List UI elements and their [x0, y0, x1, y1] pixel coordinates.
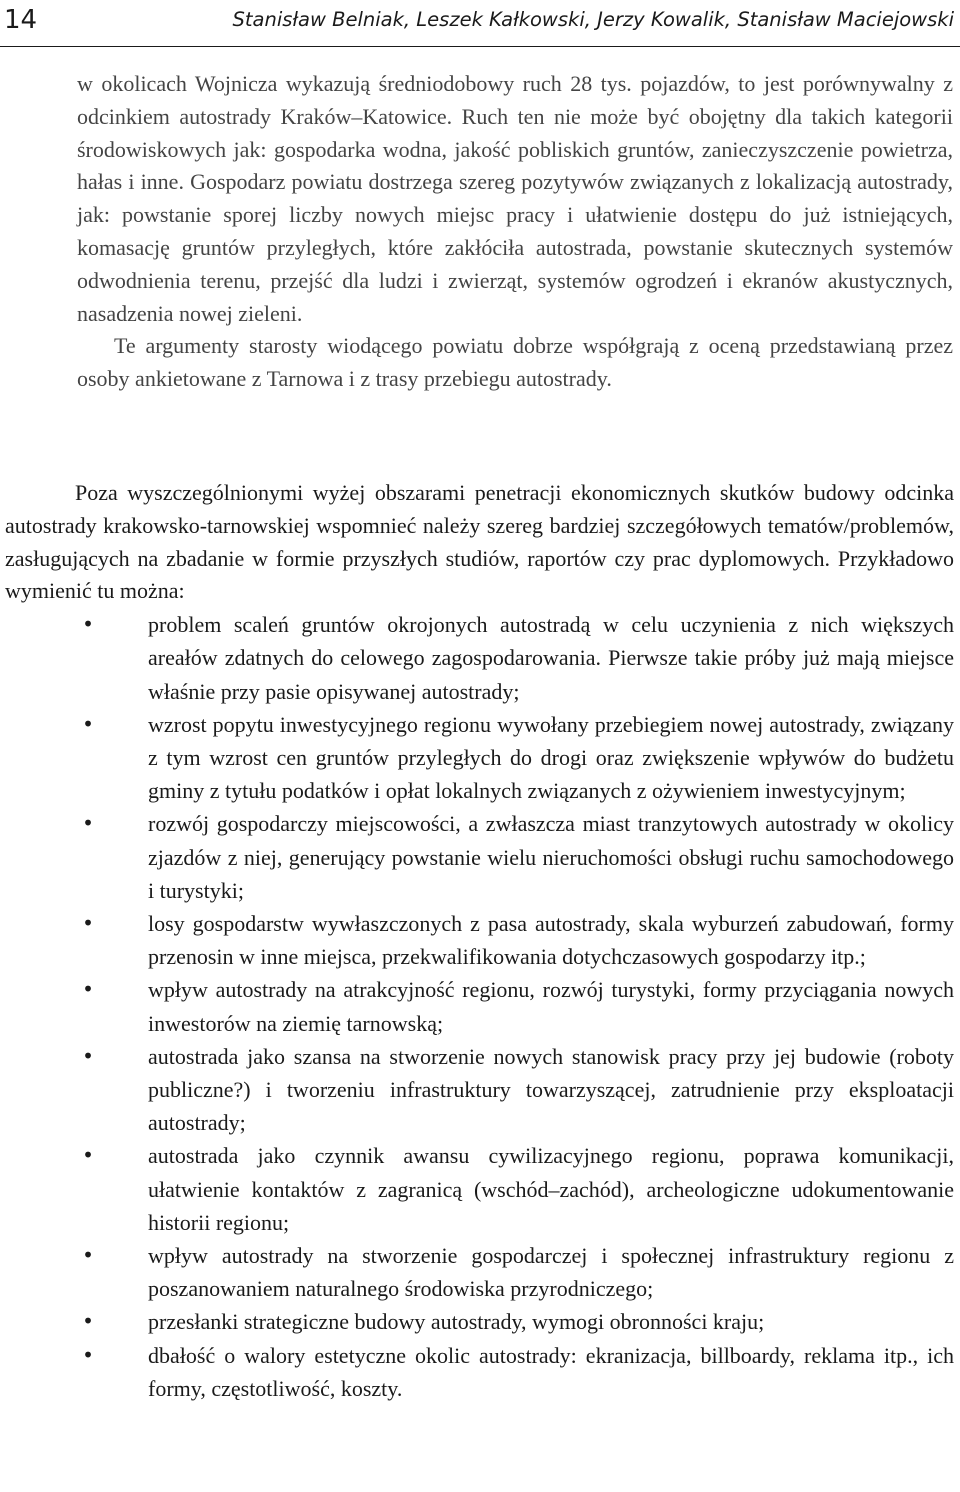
list-item-text: losy gospodarstw wywłaszczonych z pasa autostrady, skala wyburzeń zabudowań, formy przenosin w inne miejsca, przekwalifikowania dotychczasowych gospodarzy itp.; — [148, 911, 954, 970]
list-item — [5, 708, 954, 808]
list-item — [5, 608, 954, 708]
paragraph: w okolicach Wojnicza wykazują średniodobowy ruch 28 tys. pojazdów, to jest porównywalny z odcinkiem autostrady Kraków–Katowice. Ruch ten nie może być obojętny dla takich kategorii środowiskowych jak: gospodarka wodna, jakość pobliskich gruntów, zanieczyszczenie powietrza, hałas i inne. Gospodarz powiatu dostrzega szereg pozytywów związanych z lokalizacją autostrady, jak: powstanie sporej liczby nowych miejsc pracy i ułatwienie dostępu do już istniejących, komasację gruntów przyległych, które zakłóciła autostrada, powstanie skutecznych systemów odwodnienia terenu, przejść dla ludzi i zwierząt, systemów ogrodzeń i ekranów akustycznych, nasadzenia nowej zieleni. — [77, 71, 953, 326]
list-item-text: wzrost popytu inwestycyjnego regionu wywołany przebiegiem nowej autostrady, związany z tym wzrost cen gruntów przyległych do drogi oraz zwiększenie wpływów do budżetu gminy z tytułu podatków i opłat lokalnych związanych z ożywieniem inwestycyjnym; — [148, 711, 954, 804]
list-item — [5, 1239, 954, 1305]
bullet-icon: • — [82, 811, 94, 836]
bullet-icon: • — [82, 1143, 94, 1168]
bullet-icon: • — [82, 977, 94, 1002]
section-main-text — [5, 477, 954, 1405]
list-item-text: autostrada jako szansa na stworzenie nowych stanowisk pracy przy jej budowie (roboty publiczne?) i tworzeniu infrastruktury towarzyszącej, zatrudnienie przy eksploatacji autostrady; — [148, 1043, 954, 1136]
list-item-text: autostrada jako czynnik awansu cywilizacyjnego regionu, poprawa komunikacji, ułatwienie kontaktów z zagranicą (wschód–zachód), archeologiczne udokumentowanie historii regionu; — [148, 1143, 954, 1235]
list-item — [5, 1139, 954, 1239]
list-item — [5, 907, 954, 973]
page-number: 14 — [4, 5, 38, 35]
list-item — [5, 973, 954, 1039]
list-item-text: przesłanki strategiczne budowy autostrady, wymogi obronności kraju; — [148, 1309, 765, 1335]
bullet-icon: • — [82, 1043, 94, 1068]
list-item-text: dbałość o walory estetyczne okolic autostrady: ekranizacja, billboardy, reklama itp., ich formy, częstotliwość, koszty. — [148, 1342, 954, 1401]
list-item-text: wpływ autostrady na atrakcyjność regionu, rozwój turystyki, formy przyciągania nowych inwestorów na ziemię tarnowską; — [148, 977, 954, 1036]
bullet-icon: • — [82, 612, 94, 637]
bullet-icon: • — [82, 911, 94, 936]
bullet-icon: • — [82, 1309, 94, 1334]
list-item-text: rozwój gospodarczy miejscowości, a zwłaszcza miast tranzytowych autostrady w okolicy zjazdów z niej, generujący powstanie wielu nieruchomości obsługi ruchu samochodowego i turystyki; — [148, 811, 954, 903]
paragraph: Poza wyszczególnionymi wyżej obszarami penetracji ekonomicznych skutków budowy odcinka autostrady krakowsko-tarnowskiej wspomnieć należy szereg bardziej szczegółowych tematów/problemów, zasługujących na zbadanie w formie przyszłych studiów, raportów czy prac dyplomowych. Przykładowo wymienić tu można: — [5, 480, 954, 604]
list-item-text: problem scaleń gruntów okrojonych autostradą w celu uczynienia z nich większych areałów zdatnych do celowego zagospodarowania. Pierwsze takie próby już mają miejsce właśnie przy pasie opisywanej autostrady; — [148, 612, 954, 704]
paragraph: Te argumenty starosty wiodącego powiatu dobrze współgrają z oceną przedstawianą przez osoby ankietowane z Tarnowa i z trasy przebiegu autostrady. — [77, 333, 953, 392]
list-item — [5, 807, 954, 907]
bullet-icon: • — [82, 711, 94, 736]
bullet-icon: • — [82, 1243, 94, 1268]
topics-list — [5, 608, 954, 1405]
list-item — [5, 1040, 954, 1140]
list-item — [5, 1339, 954, 1405]
list-item — [5, 1305, 954, 1338]
list-item-text: wpływ autostrady na stworzenie gospodarczej i społecznej infrastruktury regionu z poszanowaniem naturalnego środowiska przyrodniczego; — [148, 1243, 954, 1302]
bullet-icon: • — [82, 1342, 94, 1367]
running-header-authors: Stanisław Belniak, Leszek Kałkowski, Jerzy Kowalik, Stanisław Maciejowski — [232, 8, 954, 31]
section-quoted-text — [77, 68, 953, 396]
running-header — [0, 0, 960, 47]
